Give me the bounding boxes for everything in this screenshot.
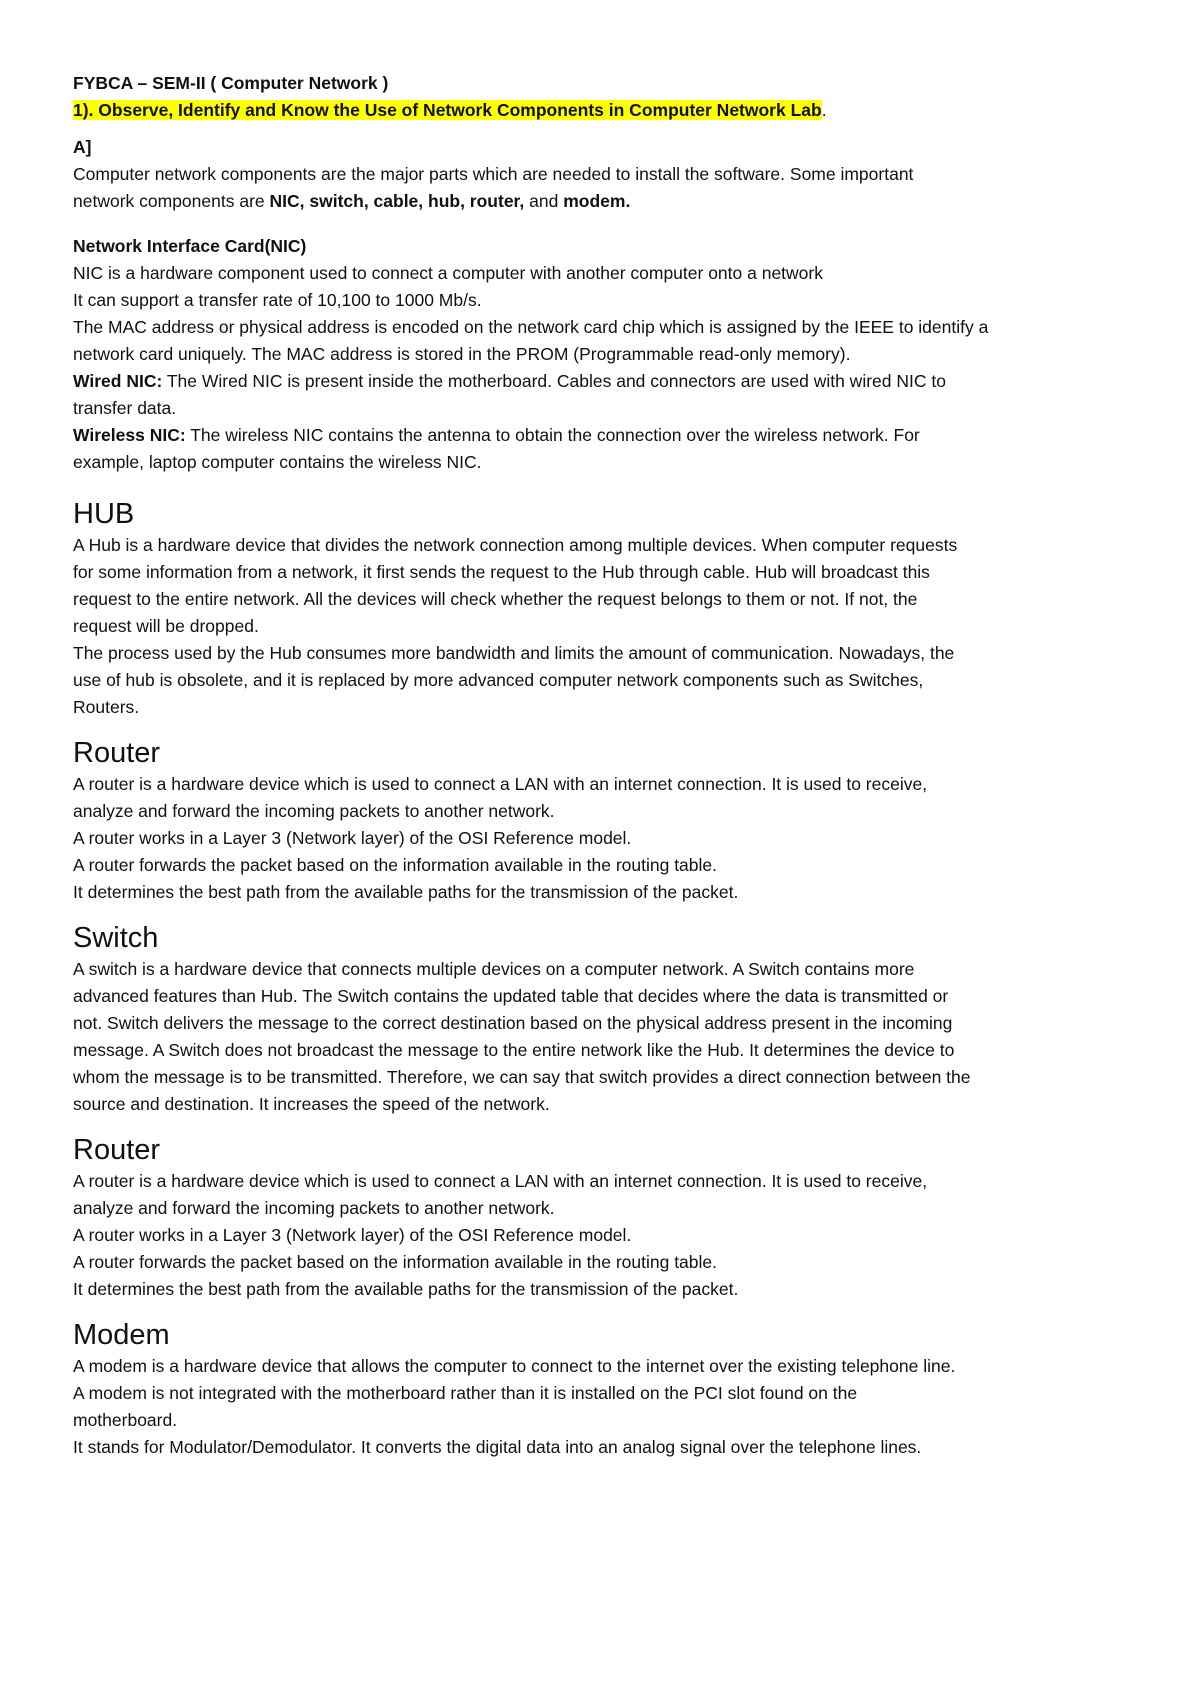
- nic-line: NIC is a hardware component used to connect a computer with another computer onto a network: [73, 263, 823, 283]
- modem-term: modem: [563, 191, 626, 211]
- practical-title: 1). Observe, Identify and Know the Use of Network Components in Computer Network Lab.: [73, 100, 827, 120]
- router-line: A router forwards the packet based on the information available in the routing table.: [73, 855, 718, 875]
- router-line: A router is a hardware device which is used to connect a LAN with an internet connection. It is used to receive,: [73, 774, 928, 794]
- wired-nic-label: Wired NIC:: [73, 371, 163, 391]
- router-line: It determines the best path from the available paths for the transmission of the packet.: [73, 882, 739, 902]
- modem-heading: Modem: [73, 1319, 170, 1351]
- nic-line: transfer data.: [73, 398, 177, 418]
- router-line: analyze and forward the incoming packets to another network.: [73, 1198, 555, 1218]
- router-line: A router forwards the packet based on the information available in the routing table.: [73, 1252, 718, 1272]
- wireless-nic-line: Wireless NIC: The wireless NIC contains the antenna to obtain the connection over the wireless network. For: [73, 425, 920, 445]
- course-header: FYBCA – SEM-II ( Computer Network ): [73, 73, 389, 93]
- hub-line: request to the entire network. All the devices will check whether the request belongs to them or not. If not, the: [73, 589, 918, 609]
- hub-line: A Hub is a hardware device that divides the network connection among multiple devices. When computer requests: [73, 535, 958, 555]
- wired-nic-line: Wired NIC: The Wired NIC is present inside the motherboard. Cables and connectors are used with wired NIC to: [73, 371, 946, 391]
- switch-heading: Switch: [73, 922, 159, 954]
- nic-line: network card uniquely. The MAC address is stored in the PROM (Programmable read-only memory).: [73, 344, 851, 364]
- switch-line: message. A Switch does not broadcast the message to the entire network like the Hub. It determines the device to: [73, 1040, 955, 1060]
- hub-line: Routers.: [73, 697, 140, 717]
- nic-heading: Network Interface Card(NIC): [73, 236, 307, 256]
- modem-line: It stands for Modulator/Demodulator. It converts the digital data into an analog signal over the telephone lines.: [73, 1437, 922, 1457]
- hub-line: The process used by the Hub consumes more bandwidth and limits the amount of communication. Nowadays, the: [73, 643, 955, 663]
- router-line: A router works in a Layer 3 (Network layer) of the OSI Reference model.: [73, 1225, 632, 1245]
- switch-line: advanced features than Hub. The Switch contains the updated table that decides where the data is transmitted or: [73, 986, 949, 1006]
- router-line: It determines the best path from the available paths for the transmission of the packet.: [73, 1279, 739, 1299]
- modem-line: A modem is a hardware device that allows the computer to connect to the internet over the existing telephone line.: [73, 1356, 956, 1376]
- components-list: NIC, switch, cable, hub, router,: [269, 191, 525, 211]
- modem-line: A modem is not integrated with the motherboard rather than it is installed on the PCI slot found on the: [73, 1383, 858, 1403]
- intro-line-2: network components are NIC, switch, cable, hub, router, and modem.: [73, 191, 631, 211]
- router-heading-2: Router: [73, 1134, 161, 1166]
- hub-line: for some information from a network, it first sends the request to the Hub through cable. Hub will broadcast this: [73, 562, 930, 582]
- nic-line: The MAC address or physical address is encoded on the network card chip which is assigned by the IEEE to identify a: [73, 317, 989, 337]
- hub-line: use of hub is obsolete, and it is replaced by more advanced computer network components such as Switches,: [73, 670, 924, 690]
- switch-line: A switch is a hardware device that connects multiple devices on a computer network. A Switch contains more: [73, 959, 915, 979]
- hub-line: request will be dropped.: [73, 616, 259, 636]
- section-label-a: A]: [73, 137, 92, 157]
- router-line: A router works in a Layer 3 (Network layer) of the OSI Reference model.: [73, 828, 632, 848]
- switch-line: source and destination. It increases the speed of the network.: [73, 1094, 550, 1114]
- switch-line: not. Switch delivers the message to the correct destination based on the physical address present in the incoming: [73, 1013, 953, 1033]
- hub-heading: HUB: [73, 498, 135, 530]
- router-heading: Router: [73, 737, 161, 769]
- switch-line: whom the message is to be transmitted. Therefore, we can say that switch provides a direct connection between the: [73, 1067, 971, 1087]
- intro-line-1: Computer network components are the major parts which are needed to install the software. Some important: [73, 164, 914, 184]
- modem-line: motherboard.: [73, 1410, 178, 1430]
- practical-title-text: 1). Observe, Identify and Know the Use of Network Components in Computer Network Lab: [73, 100, 822, 120]
- nic-line: example, laptop computer contains the wireless NIC.: [73, 452, 482, 472]
- wireless-nic-label: Wireless NIC:: [73, 425, 186, 445]
- router-line: analyze and forward the incoming packets to another network.: [73, 801, 555, 821]
- nic-line: It can support a transfer rate of 10,100 to 1000 Mb/s.: [73, 290, 482, 310]
- router-line: A router is a hardware device which is used to connect a LAN with an internet connection. It is used to receive,: [73, 1171, 928, 1191]
